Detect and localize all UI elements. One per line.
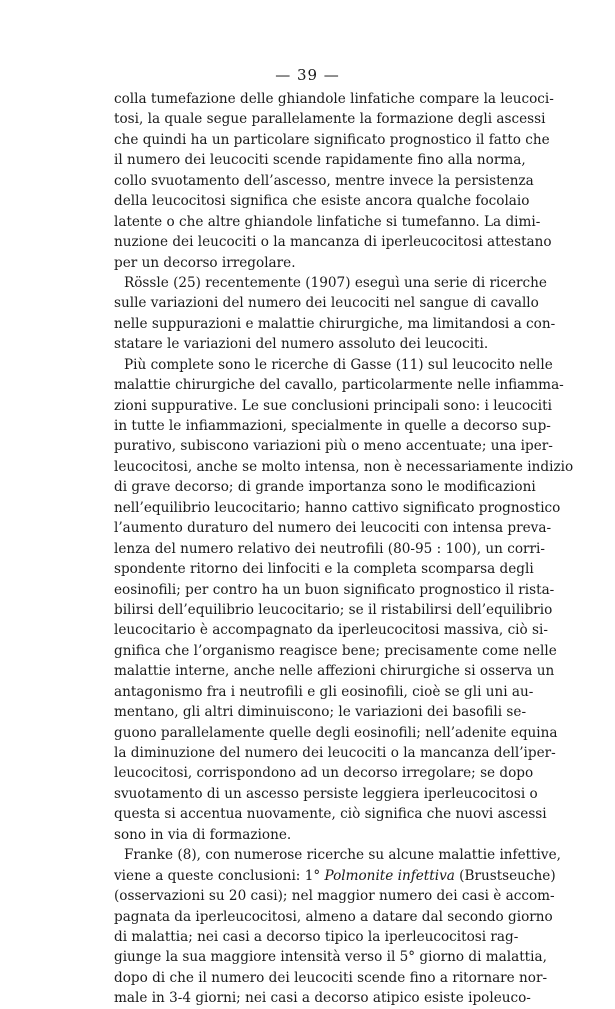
text-line: guono parallelamente quelle degli eosinofili; nell’adenite equina [114,724,558,741]
text-line: gnifica che l’organismo reagisce bene; precisamente come nelle [114,642,557,659]
text-line: nuzione dei leucociti o la mancanza di iperleucocitosi attestano [114,234,552,251]
text-line: eosinofili; per contro ha un buon significato prognostico il rista- [114,581,555,598]
text-line: sono in via di formazione. [114,826,292,843]
text-line: antagonismo fra i neutrofili e gli eosinofili, cioè se gli uni au- [114,683,534,700]
text-line: bilirsi dell’equilibrio leucocitario; se il ristabilirsi dell’equilibrio [114,601,553,618]
text-line: pagnata da iperleucocitosi, almeno a datare dal secondo giorno [114,908,553,925]
text-line: (osservazioni su 20 casi); nel maggior numero dei casi è accom- [114,888,555,905]
text-line: in tutte le infiammazioni, specialmente in quelle a decorso sup- [114,418,551,434]
text-line: mentano, gli altri diminuiscono; le variazioni dei basofili se- [114,704,527,721]
text-line: giunge la sua maggiore intensità verso il 5° giorno di malattia, [114,949,547,966]
text-line: leucocitosi, anche se molto intensa, non è necessariamente indizio [114,458,574,475]
text-line: tosi, la quale segue parallelamente la formazione degli ascessi [114,111,546,128]
text-line: svuotamento di un ascesso persiste leggiera iperleucocitosi o [114,785,538,802]
text-line: il numero dei leucociti scende rapidamente fino alla norma, [114,152,526,169]
text-line: collo svuotamento dell’ascesso, mentre invece la persistenza [114,172,534,189]
text-line: zioni suppurative. Le sue conclusioni principali sono: i leucociti [114,397,552,414]
text-line: che quindi ha un particolare significato prognostico il fatto che [114,131,550,148]
text-line: malattie interne, anche nelle affezioni chirurgiche si osserva un [114,663,555,680]
text-line: di malattia; nei casi a decorso tipico la iperleucocitosi rag- [114,928,519,945]
text-line: Rössle (25) recentemente (1907) eseguì una serie di ricerche [124,274,547,291]
text-line: male in 3-4 giorni; nei casi a decorso atipico esiste ipoleuco- [114,990,531,1007]
text-line: lenza del numero relativo dei neutrofili (80-95 : 100), un corri- [114,540,545,557]
text-line: questa si accentua nuovamente, ciò significa che nuovi ascessi [114,806,547,823]
text-line: nell’equilibrio leucocitario; hanno cattivo significato prognostico [114,499,561,516]
italic-term: Polmonite infettiva [324,867,455,884]
text-line: per un decorso irregolare. [114,254,296,271]
text-line: purativo, subiscono variazioni più o meno accentuate; una iper- [114,438,553,455]
page-number: — 39 — [275,66,340,84]
text-line: colla tumefazione delle ghiandole linfatiche compare la leucoci- [114,91,554,107]
text-line: di grave decorso; di grande importanza sono le modificazioni [114,479,536,496]
text-line: leucocitario è accompagnato da iperleucocitosi massiva, ciò si- [114,622,548,639]
text-segment: (Brustseuche) [454,867,556,884]
text-line: malattie chirurgiche del cavallo, particolarmente nelle infiamma- [114,377,564,394]
text-line: leucocitosi, corrispondono ad un decorso irregolare; se dopo [114,765,534,782]
text-line: spondente ritorno dei linfociti e la completa scomparsa degli [114,561,534,578]
text-line: latente o che altre ghiandole linfatiche si tumefanno. La dimi- [114,213,541,230]
text-line: sulle variazioni del numero dei leucociti nel sangue di cavallo [114,295,539,312]
text-line [114,866,556,886]
text-line: Più complete sono le ricerche di Gasse (11) sul leucocito nelle [124,356,553,373]
text-segment: viene a queste conclusioni: 1° [114,867,325,884]
text-line: l’aumento duraturo del numero dei leucociti con intensa preva- [114,520,552,537]
text-line: della leucocitosi significa che esiste ancora qualche focolaio [114,193,530,210]
body-text [114,89,574,1009]
text-line: dopo di che il numero dei leucociti scende fino a ritornare nor- [114,969,548,986]
text-line: nelle suppurazioni e malattie chirurgiche, ma limitandosi a con- [114,315,556,332]
text-line: Franke (8), con numerose ricerche su alcune malattie infettive, [124,847,561,864]
text-line: la diminuzione del numero dei leucociti o la mancanza dell’iper- [114,745,556,761]
text-line: statare le variazioni del numero assoluto dei leucociti. [114,336,489,353]
